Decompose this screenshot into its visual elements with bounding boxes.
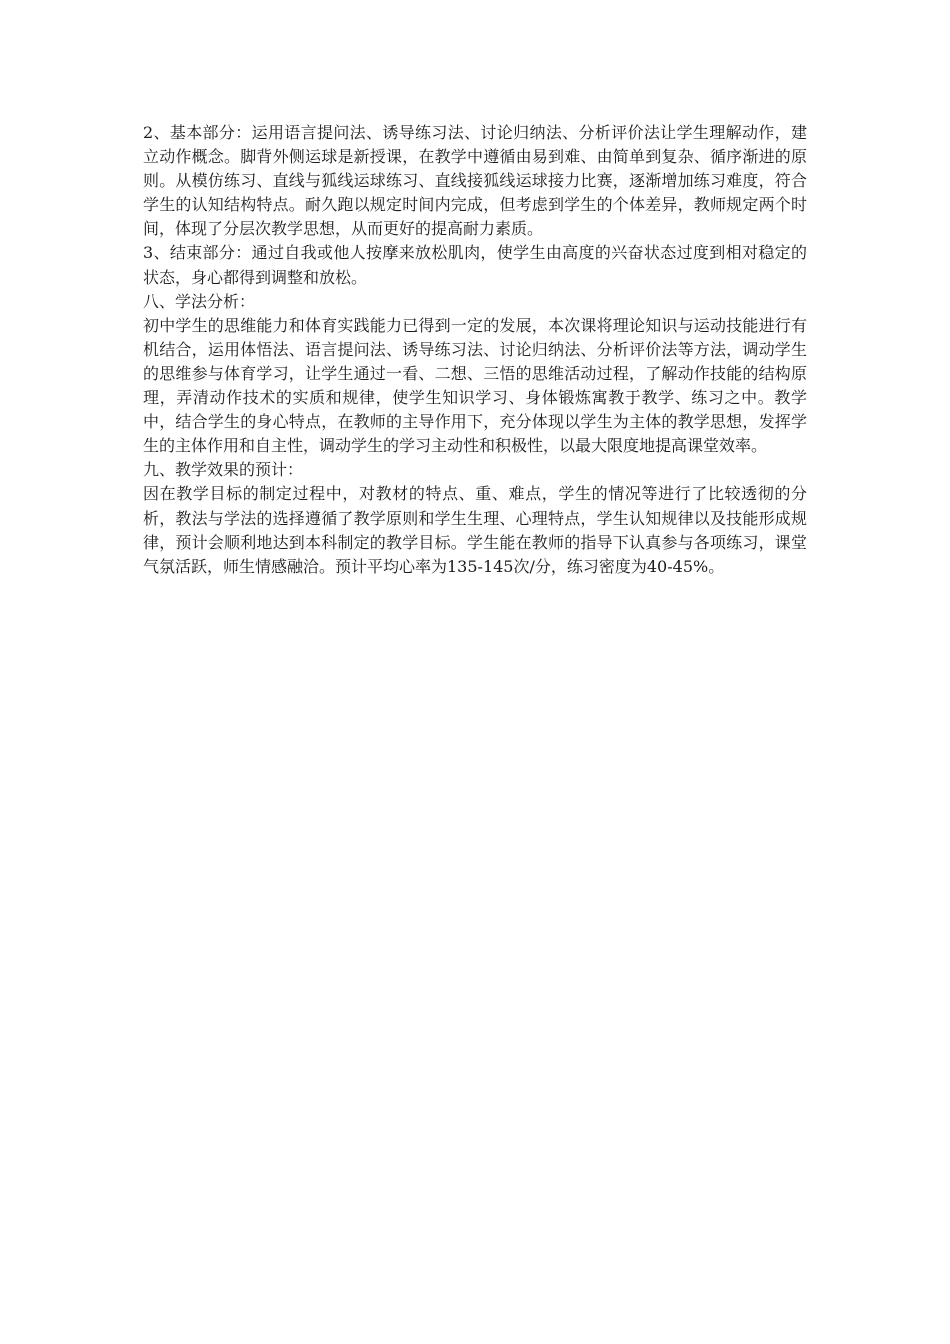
paragraph-learning-method: 初中学生的思维能力和体育实践能力已得到一定的发展，本次课将理论知识与运动技能进行有机结合，运用体悟法、语言提问法、诱导练习法、讨论归纳法、分析评价法等方法，调动学生的思维参与体育学习，让学生通过一看、二想、三悟的思维活动过程，了解动作技能的结构原理，弄清动作技术的实质和规律，使学生知识学习、身体锻炼寓教于教学、练习之中。教学中，结合学生的身心特点，在教师的主导作用下，充分体现以学生为主体的教学思想，发挥学生的主体作用和自主性，调动学生的学习主动性和积极性，以最大限度地提高课堂效率。 — [143, 315, 807, 456]
heading-learning-method-analysis: 八、学法分析： — [143, 291, 256, 311]
paragraph-expected-effect: 因在教学目标的制定过程中，对教材的特点、重、难点，学生的情况等进行了比较透彻的分析，教法与学法的选择遵循了教学原则和学生生理、心理特点，学生认知规律以及技能形成规律，预计会顺利地达到本科制定的教学目标。学生能在教师的指导下认真参与各项练习，课堂气氛活跃，师生情感融洽。预计平均心率为135-145次/分，练习密度为40-45%。 — [143, 484, 807, 576]
document-body — [143, 121, 807, 579]
heading-expected-effect: 九、教学效果的预计： — [143, 460, 304, 480]
paragraph-basic-part: 2、基本部分：运用语言提问法、诱导练习法、讨论归纳法、分析评价法让学生理解动作，建立动作概念。脚背外侧运球是新授课，在教学中遵循由易到难、由简单到复杂、循序渐进的原则。从模仿练习、直线与狐线运球练习、直线接狐线运球接力比赛，逐渐增加练习难度，符合学生的认知结构特点。耐久跑以规定时间内完成，但考虑到学生的个体差异，教师规定两个时间，体现了分层次教学思想，从而更好的提高耐力素质。 — [143, 123, 807, 239]
paragraph-ending-part: 3、结束部分：通过自我或他人按摩来放松肌肉，使学生由高度的兴奋状态过度到相对稳定的状态，身心都得到调整和放松。 — [143, 243, 807, 287]
